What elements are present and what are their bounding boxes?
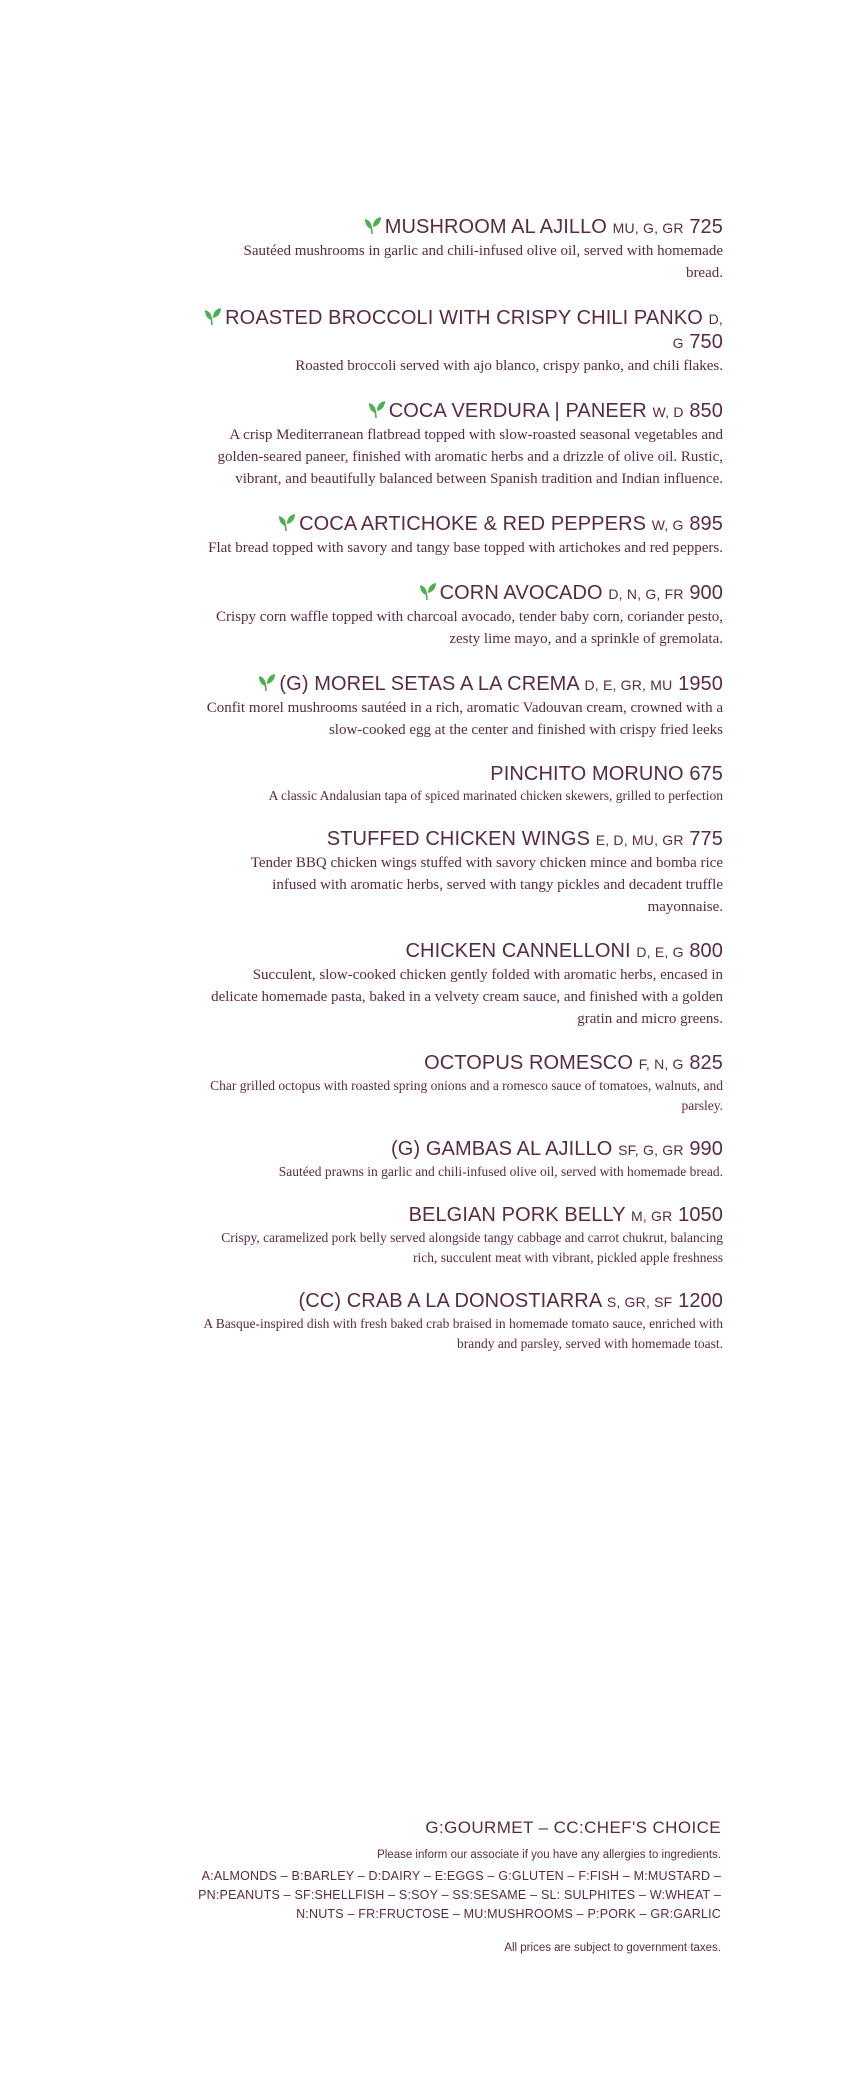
vegetarian-leaf-icon [367, 399, 387, 419]
menu-item-title [203, 828, 723, 852]
menu-item-price: 895 [689, 513, 723, 535]
menu-item-allergens: W, G [651, 517, 684, 533]
menu-item [203, 672, 723, 741]
menu-item-title [203, 1204, 723, 1228]
menu-item-price: 1050 [678, 1204, 723, 1226]
menu-item-price: 1950 [678, 673, 723, 695]
menu-item-description: A crisp Mediterranean flatbread topped with slow-roasted seasonal vegetables and golden-seared paneer, finished with aromatic herbs and a drizzle of olive oil. Rustic, vibrant, and beautifully balanced between Spanish tradition and Indian influence. [217, 427, 723, 487]
menu-item-price: 990 [689, 1138, 723, 1160]
menu-item-allergens: D, G [672, 311, 723, 351]
menu-item-allergens: SF, G, GR [618, 1142, 684, 1158]
menu-item-title [203, 215, 723, 240]
menu-item-description: Confit morel mushrooms sautéed in a rich, aromatic Vadouvan cream, crowned with a slow-cooked egg at the center and finished with crispy fried leeks [206, 700, 723, 738]
menu-item-description: A Basque-inspired dish with fresh baked crab braised in homemade tomato sauce, enriched with brandy and parsley, served with homemade toast. [203, 1316, 723, 1351]
menu-item-price: 800 [689, 940, 723, 962]
menu-item-title [203, 1138, 723, 1162]
menu-item-name: OCTOPUS ROMESCO [424, 1052, 634, 1074]
menu-item-name: CORN AVOCADO [439, 582, 603, 604]
vegetarian-leaf-icon [277, 512, 297, 532]
taxes-note: All prices are subject to government taxes. [504, 1942, 721, 1954]
menu-items [203, 215, 723, 1376]
menu-item [203, 1052, 723, 1116]
menu-item-name: (CC) CRAB A LA DONOSTIARRA [298, 1290, 602, 1312]
menu-item-price: 775 [689, 828, 723, 850]
menu-item-description: A classic Andalusian tapa of spiced marinated chicken skewers, grilled to perfection [268, 788, 723, 803]
menu-item-title [203, 940, 723, 964]
menu-item-name: COCA ARTICHOKE & RED PEPPERS [299, 513, 647, 535]
menu-item-allergens: E, D, MU, GR [595, 832, 684, 848]
menu-item [203, 1290, 723, 1354]
allergen-line: A:ALMONDS – B:BARLEY – D:DAIRY – E:EGGS – G:GLUTEN – F:FISH – M:MUSTARD – [201, 1869, 721, 1883]
menu-item-allergens: D, E, GR, MU [584, 677, 673, 693]
menu-item-price: 825 [689, 1052, 723, 1074]
menu-item [203, 399, 723, 490]
menu-item-name: COCA VERDURA | PANEER [388, 400, 647, 422]
menu-item-name: (G) GAMBAS AL AJILLO [391, 1138, 613, 1160]
menu-item [203, 512, 723, 559]
menu-item-title [203, 512, 723, 537]
menu-item [203, 215, 723, 284]
menu-item-price: 750 [689, 331, 723, 353]
menu-item-price: 675 [689, 763, 723, 785]
menu-item-title [203, 672, 723, 697]
menu-item [203, 306, 723, 377]
menu-item-description: Tender BBQ chicken wings stuffed with savory chicken mince and bomba rice infused with aromatic herbs, served with tangy pickles and decadent truffle mayonnaise. [250, 855, 723, 915]
menu-item-allergens: F, N, G [638, 1056, 684, 1072]
menu-item-allergens: D, N, G, FR [608, 586, 684, 602]
menu-item-price: 850 [689, 400, 723, 422]
menu-footer [121, 1817, 721, 1956]
menu-item-allergens: MU, G, GR [612, 220, 684, 236]
legend-title: G:GOURMET – CC:CHEF'S CHOICE [425, 1818, 721, 1837]
menu-item-description: Succulent, slow-cooked chicken gently folded with aromatic herbs, encased in delicate homemade pasta, baked in a velvety cream sauce, and finished with a golden gratin and micro greens. [211, 967, 723, 1027]
menu-item [203, 581, 723, 650]
menu-item-description: Crispy corn waffle topped with charcoal avocado, tender baby corn, coriander pesto, zesty lime mayo, and a sprinkle of gremolata. [215, 609, 723, 647]
allergen-line: N:NUTS – FR:FRUCTOSE – MU:MUSHROOMS – P:PORK – GR:GARLIC [296, 1907, 721, 1921]
menu-item-name: MUSHROOM AL AJILLO [384, 216, 607, 238]
menu-item-name: (G) MOREL SETAS A LA CREMA [279, 673, 579, 695]
menu-item-price: 1200 [678, 1290, 723, 1312]
menu-item-title [203, 399, 723, 424]
menu-item-title [203, 763, 723, 786]
allergen-legend [121, 1867, 721, 1924]
vegetarian-leaf-icon [257, 672, 277, 692]
menu-item [203, 763, 723, 806]
menu-item-allergens: M, GR [630, 1208, 673, 1224]
menu-item-name: ROASTED BROCCOLI WITH CRISPY CHILI PANKO [225, 307, 703, 329]
menu-item-allergens: W, D [652, 404, 684, 420]
menu-item [203, 1138, 723, 1182]
menu-item-title [203, 306, 723, 355]
vegetarian-leaf-icon [203, 306, 223, 326]
menu-item-title [203, 581, 723, 606]
menu-item-description: Sautéed mushrooms in garlic and chili-infused olive oil, served with homemade bread. [243, 243, 723, 281]
menu-item-name: STUFFED CHICKEN WINGS [326, 828, 591, 850]
menu-item-allergens: D, E, G [636, 944, 684, 960]
menu-item [203, 828, 723, 918]
menu-item-name: BELGIAN PORK BELLY [408, 1204, 626, 1226]
vegetarian-leaf-icon [418, 581, 438, 601]
menu-item-price: 900 [689, 582, 723, 604]
menu-item [203, 1204, 723, 1268]
menu-item-allergens: S, GR, SF [606, 1294, 673, 1310]
menu-item-description: Flat bread topped with savory and tangy base topped with artichokes and red peppers. [208, 540, 723, 556]
menu-item-title [203, 1290, 723, 1314]
menu-item-description: Roasted broccoli served with ajo blanco, crispy panko, and chili flakes. [295, 358, 723, 374]
menu-item-description: Crispy, caramelized pork belly served alongside tangy cabbage and carrot chukrut, balancing rich, succulent meat with vibrant, pickled apple freshness [221, 1230, 723, 1265]
menu-item-description: Sautéed prawns in garlic and chili-infused olive oil, served with homemade bread. [278, 1164, 723, 1179]
allergy-note: Please inform our associate if you have any allergies to ingredients. [377, 1849, 721, 1861]
menu-item-name: PINCHITO MORUNO [490, 763, 684, 785]
menu-item-description: Char grilled octopus with roasted spring onions and a romesco sauce of tomatoes, walnuts, and parsley. [210, 1078, 723, 1113]
menu-item [203, 940, 723, 1030]
menu-item-title [203, 1052, 723, 1076]
vegetarian-leaf-icon [363, 215, 383, 235]
menu-item-price: 725 [689, 216, 723, 238]
menu-item-name: CHICKEN CANNELLONI [405, 940, 631, 962]
allergen-line: PN:PEANUTS – SF:SHELLFISH – S:SOY – SS:SESAME – SL: SULPHITES – W:WHEAT – [198, 1888, 721, 1902]
